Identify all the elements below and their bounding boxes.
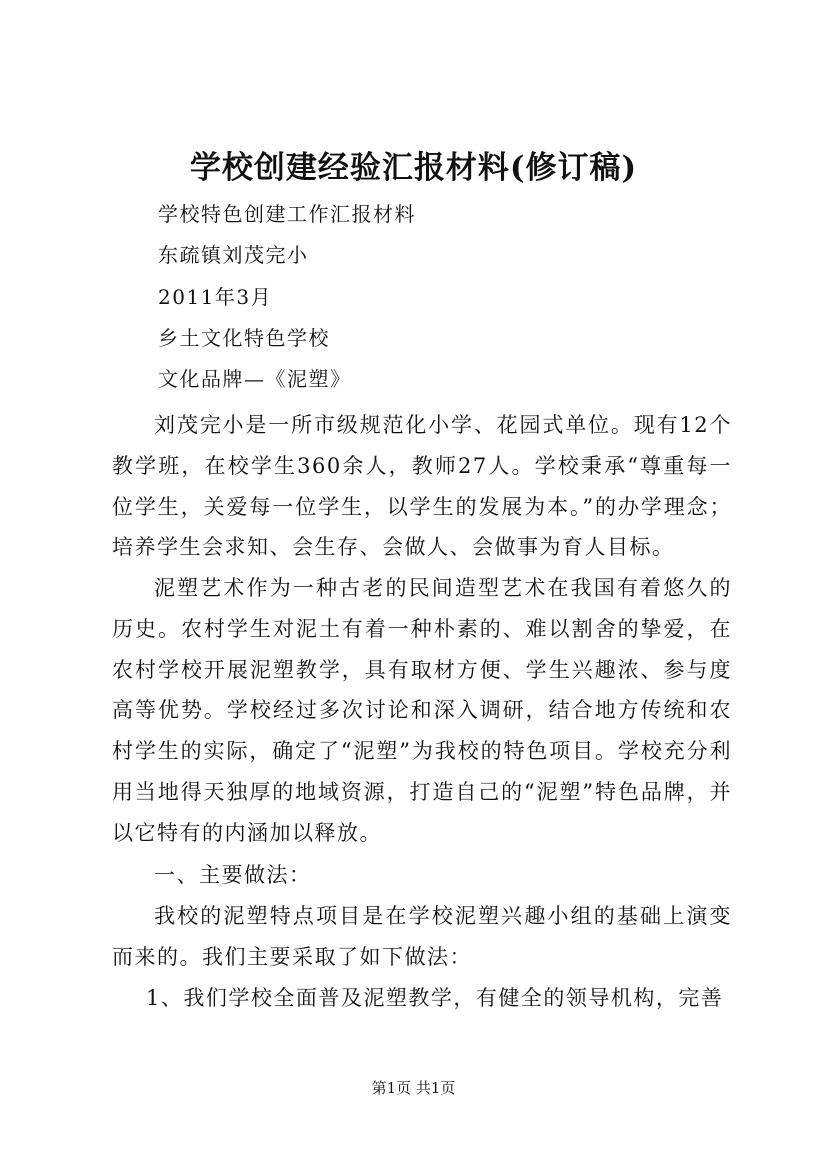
document-title: 学校创建经验汇报材料(修订稿) [189, 150, 638, 186]
paragraph-methods-intro: 我校的泥塑特点项目是在学校泥塑兴趣小组的基础上演变而来的。我们主要采取了如下做法： [112, 904, 732, 969]
header-line-school-type: 乡土文化特色学校 [158, 326, 330, 350]
paragraph-clay-art: 泥塑艺术作为一种古老的民间造型艺术在我国有着悠久的历史。农村学生对泥土有着一种朴素的、难以割舍的挚爱，在农村学校开展泥塑教学，具有取材方便、学生兴趣浓、参与度高等优势。学校经过多次讨论和深入调研，结合地方传统和农村学生的实际，确定了“泥塑”为我校的特色项目。学校充分利用当地得天独厚的地域资源，打造自己的“泥塑”特色品牌，并以它特有的内涵加以释放。 [112, 576, 732, 845]
paragraph-school-intro: 刘茂完小是一所市级规范化小学、花园式单位。现有12个教学班，在校学生360余人，教师27人。学校秉承“尊重每一位学生，关爱每一位学生，以学生的发展为本。”的办学理念；培养学生会求知、会生存、会做人、会做事为育人目标。 [112, 413, 732, 560]
header-line-school-name: 东疏镇刘茂完小 [158, 243, 309, 267]
paragraph-method-1: 1、我们学校全面普及泥塑教学，有健全的领导机构，完善 [146, 986, 724, 1010]
page-footer: 第1页 共1页 [371, 1079, 456, 1097]
header-line-report-title: 学校特色创建工作汇报材料 [158, 202, 416, 226]
section-heading-main-methods: 一、主要做法： [154, 863, 312, 887]
header-line-date: 2011年3月 [158, 285, 273, 309]
header-line-brand: 文化品牌—《泥塑》 [158, 367, 352, 391]
